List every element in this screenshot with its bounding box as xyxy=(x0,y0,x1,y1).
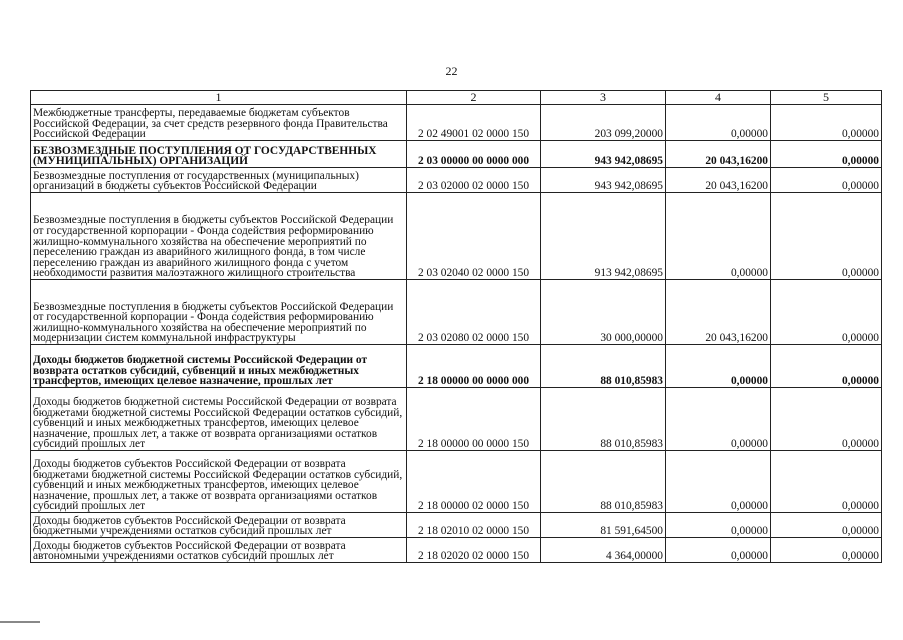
budget-revenue-table xyxy=(30,90,882,563)
row-value-col5: 0,00000 xyxy=(771,193,882,280)
row-value-col5: 0,00000 xyxy=(771,280,882,345)
row-value-col3: 88 010,85983 xyxy=(541,451,666,513)
row-budget-code: 2 18 02020 02 0000 150 xyxy=(407,538,541,563)
row-value-col4: 20 043,16200 xyxy=(666,280,771,345)
row-description: Доходы бюджетов субъектов Российской Федерации от возврата бюджетами бюджетной системы Российской Федерации остатков субсидий, субвенций и иных межбюджетных трансфертов, имеющих целевое назначение, прошлых лет, а также от возврата организациями остатков субсидий прошлых лет xyxy=(31,451,407,513)
table-body xyxy=(31,105,882,563)
row-description: БЕЗВОЗМЕЗДНЫЕ ПОСТУПЛЕНИЯ ОТ ГОСУДАРСТВЕННЫХ (МУНИЦИПАЛЬНЫХ) ОРГАНИЗАЦИЙ xyxy=(31,141,407,168)
row-value-col4: 0,00000 xyxy=(666,388,771,451)
row-value-col3: 203 099,20000 xyxy=(541,105,666,141)
table-row xyxy=(31,141,882,168)
column-header-1: 1 xyxy=(31,91,407,105)
table-row xyxy=(31,193,882,280)
row-value-col5: 0,00000 xyxy=(771,388,882,451)
row-description: Безвозмездные поступления от государственных (муниципальных) организаций в бюджеты субъектов Российской Федерации xyxy=(31,168,407,193)
row-budget-code: 2 02 49001 02 0000 150 xyxy=(407,105,541,141)
table-row xyxy=(31,513,882,538)
row-value-col3: 943 942,08695 xyxy=(541,168,666,193)
row-value-col3: 88 010,85983 xyxy=(541,345,666,388)
scan-edge-mark xyxy=(0,621,40,623)
row-budget-code: 2 18 00000 02 0000 150 xyxy=(407,451,541,513)
table-row xyxy=(31,105,882,141)
column-header-5: 5 xyxy=(771,91,882,105)
table-row xyxy=(31,538,882,563)
row-description: Доходы бюджетов субъектов Российской Федерации от возврата автономными учреждениями остатков субсидий прошлых лет xyxy=(31,538,407,563)
table-row xyxy=(31,168,882,193)
row-value-col4: 0,00000 xyxy=(666,451,771,513)
table-row xyxy=(31,451,882,513)
table-row xyxy=(31,388,882,451)
row-value-col3: 943 942,08695 xyxy=(541,141,666,168)
row-value-col3: 4 364,00000 xyxy=(541,538,666,563)
table-header-row xyxy=(31,91,882,105)
row-value-col4: 0,00000 xyxy=(666,345,771,388)
row-value-col5: 0,00000 xyxy=(771,141,882,168)
row-value-col3: 30 000,00000 xyxy=(541,280,666,345)
row-description: Безвозмездные поступления в бюджеты субъектов Российской Федерации от государственной корпорации - Фонда содействия реформированию жилищно-коммунального хозяйства на обеспечение мероприятий по переселению граждан из аварийного жилищного фонда, в том числе переселению граждан из аварийного жилищного фонда с учетом необходимости развития малоэтажного жилищного строительства xyxy=(31,193,407,280)
row-budget-code: 2 03 02040 02 0000 150 xyxy=(407,193,541,280)
row-value-col4: 0,00000 xyxy=(666,193,771,280)
table-row xyxy=(31,345,882,388)
row-description: Доходы бюджетов бюджетной системы Российской Федерации от возврата остатков субсидий, субвенций и иных межбюджетных трансфертов, имеющих целевое назначение, прошлых лет xyxy=(31,345,407,388)
page-number: 22 xyxy=(445,64,458,78)
row-budget-code: 2 03 00000 00 0000 000 xyxy=(407,141,541,168)
row-budget-code: 2 03 02000 02 0000 150 xyxy=(407,168,541,193)
table-row xyxy=(31,280,882,345)
row-value-col3: 88 010,85983 xyxy=(541,388,666,451)
row-value-col5: 0,00000 xyxy=(771,345,882,388)
row-value-col4: 0,00000 xyxy=(666,538,771,563)
row-budget-code: 2 18 02010 02 0000 150 xyxy=(407,513,541,538)
row-value-col4: 0,00000 xyxy=(666,513,771,538)
row-budget-code: 2 03 02080 02 0000 150 xyxy=(407,280,541,345)
row-value-col4: 20 043,16200 xyxy=(666,168,771,193)
row-budget-code: 2 18 00000 00 0000 150 xyxy=(407,388,541,451)
row-value-col5: 0,00000 xyxy=(771,513,882,538)
row-value-col3: 81 591,64500 xyxy=(541,513,666,538)
column-header-4: 4 xyxy=(666,91,771,105)
row-value-col4: 0,00000 xyxy=(666,105,771,141)
row-value-col5: 0,00000 xyxy=(771,538,882,563)
row-description: Безвозмездные поступления в бюджеты субъектов Российской Федерации от государственной корпорации - Фонда содействия реформированию жилищно-коммунального хозяйства на обеспечение мероприятий по модернизации систем коммунальной инфраструктуры xyxy=(31,280,407,345)
row-description: Межбюджетные трансферты, передаваемые бюджетам субъектов Российской Федерации, за счет средств резервного фонда Правительства Российской Федерации xyxy=(31,105,407,141)
row-description: Доходы бюджетов субъектов Российской Федерации от возврата бюджетными учреждениями остатков субсидий прошлых лет xyxy=(31,513,407,538)
row-value-col4: 20 043,16200 xyxy=(666,141,771,168)
row-value-col5: 0,00000 xyxy=(771,451,882,513)
row-budget-code: 2 18 00000 00 0000 000 xyxy=(407,345,541,388)
row-value-col3: 913 942,08695 xyxy=(541,193,666,280)
column-header-3: 3 xyxy=(541,91,666,105)
column-header-2: 2 xyxy=(407,91,541,105)
row-description: Доходы бюджетов бюджетной системы Российской Федерации от возврата бюджетами бюджетной системы Российской Федерации остатков субсидий, субвенций и иных межбюджетных трансфертов, имеющих целевое назначение, прошлых лет, а также от возврата организациями остатков субсидий прошлых лет xyxy=(31,388,407,451)
row-value-col5: 0,00000 xyxy=(771,168,882,193)
row-value-col5: 0,00000 xyxy=(771,105,882,141)
